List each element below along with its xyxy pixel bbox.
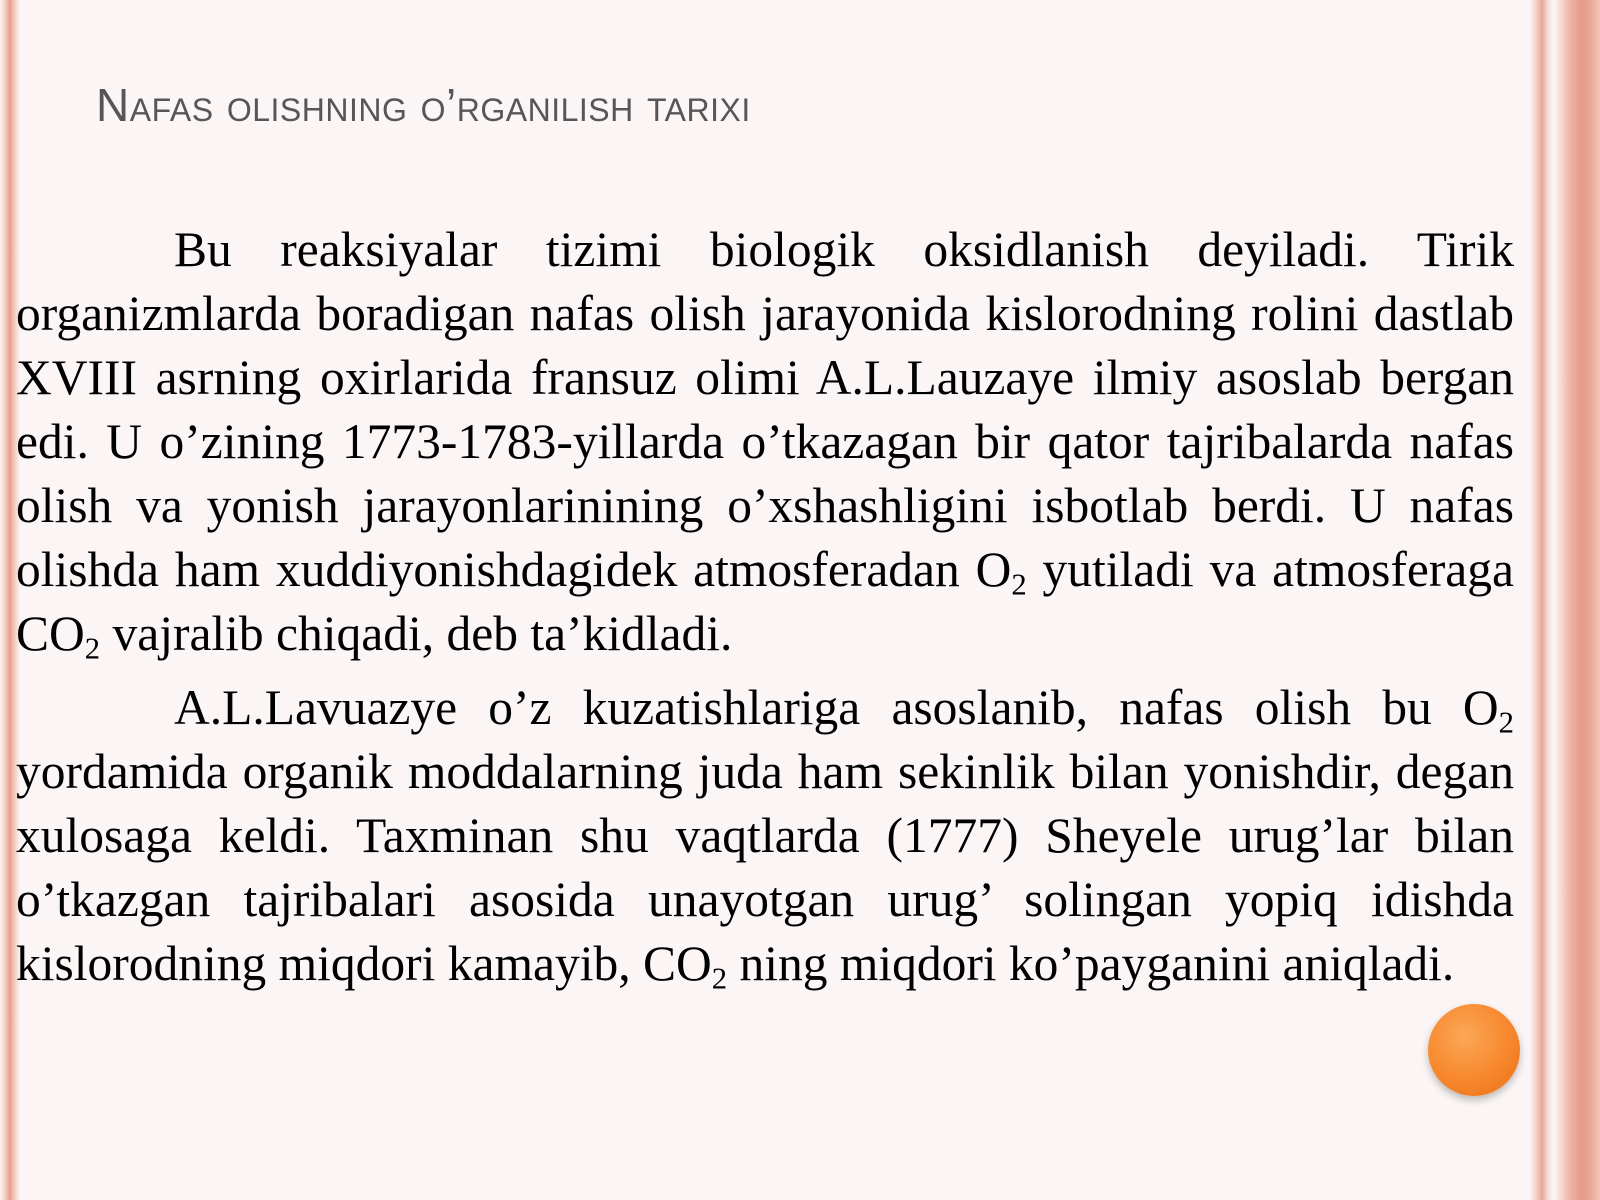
paragraph-2: [16, 676, 1514, 996]
paragraph-1-text-a: Bu reaksiyalar tizimi biologik oksidlanish deyiladi. Tirik organizmlarda boradigan nafas olish jarayonida kislorodning rolini dastlab XVIII asrning oxirlarida fransuz olimi A.L.Lauzaye ilmiy asoslab bergan edi. U o’zining 1773-1783-yillarda o’tkazagan bir qator tajribalarda nafas olish va yonish jarayonlarinining o’xshashligini isbotlab berdi. U nafas olishda ham xuddiyonishdagidek atmosferadan O: [16, 222, 1514, 597]
paragraph-2-text-c: ning miqdori ko’payganini aniqladi.: [727, 936, 1455, 991]
paragraph-1-subscript-2: 2: [84, 631, 101, 666]
paragraph-2-subscript-2: 2: [711, 961, 728, 996]
slide-title: Nafas olishning o’rganilish tarixi: [96, 79, 751, 131]
paragraph-1-subscript-1: 2: [1011, 567, 1027, 602]
orange-circle-button-icon[interactable]: [1428, 1004, 1520, 1096]
paragraph-1: [16, 218, 1514, 666]
paragraph-1-text-c: vajralib chiqadi, deb ta’kidladi.: [100, 606, 733, 661]
paragraph-2-text-a: A.L.Lavuazye o’z kuzatishlariga asoslanib, nafas olish bu O: [174, 680, 1499, 735]
slide-body: [16, 218, 1514, 996]
right-decorative-border: [1530, 0, 1600, 1200]
paragraph-2-text-b: yordamida organik moddalarning juda ham sekinlik bilan yonishdir, degan xulosaga keldi. Taxminan shu vaqtlarda (1777) Sheyele urug’lar bilan o’tkazgan tajribalari asosida unayotgan urug’ solingan yopiq idishda kislorodning miqdori kamayib, CO: [16, 744, 1514, 991]
paragraph-1-text-b: yutiladi va atmosferaga CO: [16, 542, 1515, 661]
paragraph-2-subscript-1: 2: [1498, 705, 1514, 740]
